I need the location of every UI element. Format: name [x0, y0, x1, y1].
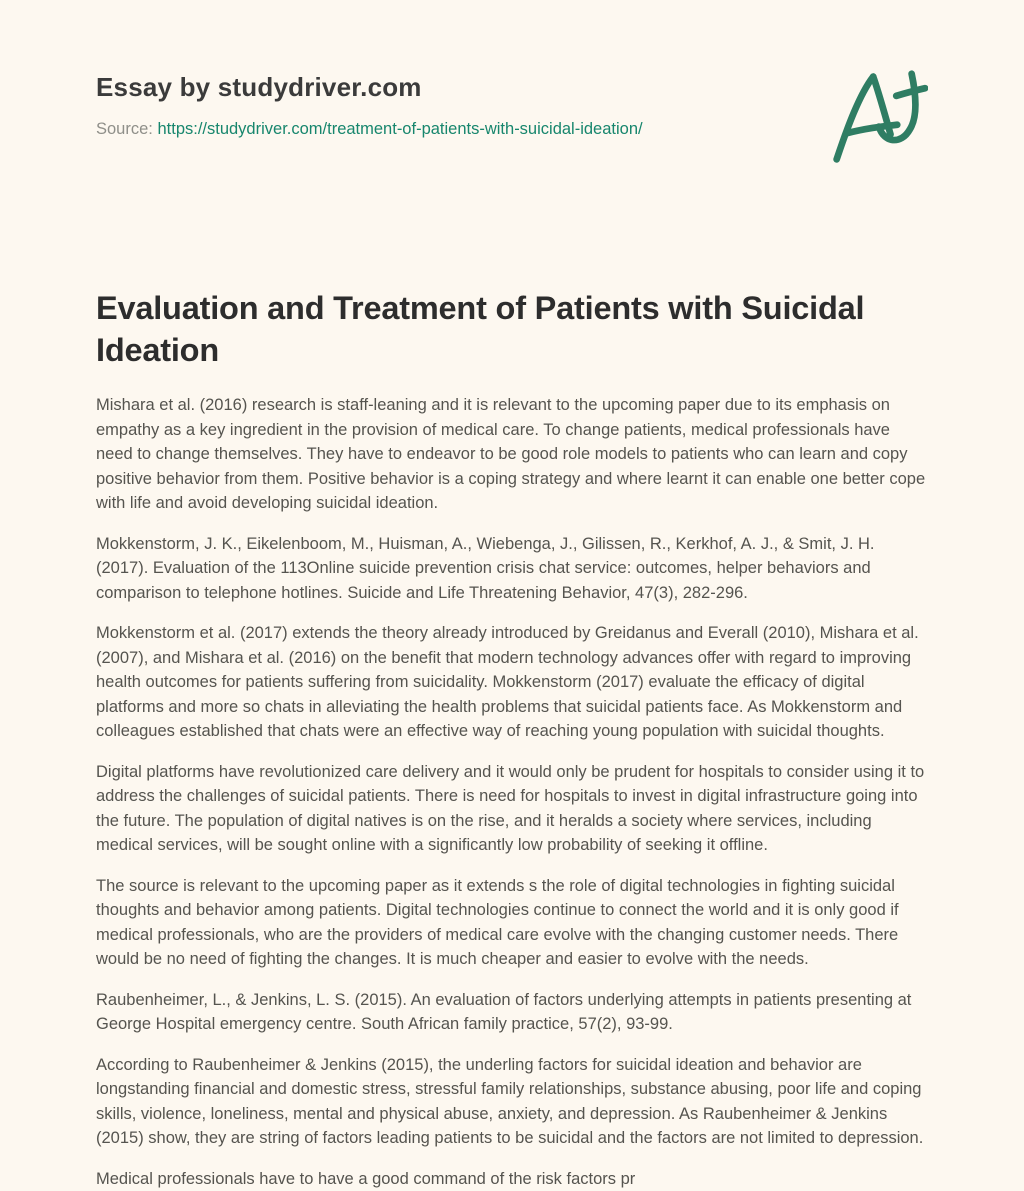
- essay-paragraph: Digital platforms have revolutionized care delivery and it would only be prudent for hospitals to consider using it to address the challenges of suicidal patients. There is need for hospitals to invest in digital infrastructure going into the future. The population of digital natives is on the rise, and it heralds a society where services, including medical services, will be sought online with a significantly low probability of seeking it offline.: [96, 760, 928, 858]
- source-line: [96, 120, 643, 139]
- essay-paragraph: Mishara et al. (2016) research is staff-leaning and it is relevant to the upcoming paper due to its emphasis on empathy as a key ingredient in the provision of medical care. To change patients, medical professionals have need to change themselves. They have to endeavor to be good role models to patients who can learn and copy positive behavior from them. Positive behavior is a coping strategy and where learnt it can enable one better cope with life and avoid developing suicidal ideation.: [96, 393, 928, 516]
- essay-title: Evaluation and Treatment of Patients with Suicidal Ideation: [96, 287, 928, 371]
- document-header: [96, 72, 928, 175]
- essay-body: [96, 393, 928, 1191]
- a-plus-logo-icon: [828, 66, 928, 170]
- essay-paragraph: The source is relevant to the upcoming paper as it extends s the role of digital technologies in fighting suicidal thoughts and behavior among patients. Digital technologies continue to connect the world and it is only good if medical professionals, who are the providers of medical care evolve with the changing customer needs. There would be no need of fighting the changes. It is much cheaper and easier to evolve with the needs.: [96, 874, 928, 972]
- studydriver-logo: [828, 66, 928, 175]
- site-title: Essay by studydriver.com: [96, 72, 643, 103]
- essay-paragraph: Medical professionals have to have a good command of the risk factors pr: [96, 1167, 928, 1191]
- essay-paragraph: Raubenheimer, L., & Jenkins, L. S. (2015). An evaluation of factors underlying attempts in patients presenting at George Hospital emergency centre. South African family practice, 57(2), 93-99.: [96, 988, 928, 1037]
- header-text-block: [96, 72, 643, 139]
- source-label: Source:: [96, 120, 153, 138]
- source-url-link[interactable]: https://studydriver.com/treatment-of-patients-with-suicidal-ideation/: [157, 120, 642, 138]
- essay-paragraph: Mokkenstorm et al. (2017) extends the theory already introduced by Greidanus and Everall (2010), Mishara et al. (2007), and Mishara et al. (2016) on the benefit that modern technology advances offer with regard to improving health outcomes for patients suffering from suicidality. Mokkenstorm (2017) evaluate the efficacy of digital platforms and more so chats in alleviating the health problems that suicidal patients face. As Mokkenstorm and colleagues established that chats were an effective way of reaching young population with suicidal thoughts.: [96, 621, 928, 744]
- essay-paragraph: Mokkenstorm, J. K., Eikelenboom, M., Huisman, A., Wiebenga, J., Gilissen, R., Kerkhof, A. J., & Smit, J. H. (2017). Evaluation of the 113Online suicide prevention crisis chat service: outcomes, helper behaviors and comparison to telephone hotlines. Suicide and Life Threatening Behavior, 47(3), 282-296.: [96, 532, 928, 606]
- essay-paragraph: According to Raubenheimer & Jenkins (2015), the underling factors for suicidal ideation and behavior are longstanding financial and domestic stress, stressful family relationships, substance abusing, poor life and coping skills, violence, loneliness, mental and physical abuse, anxiety, and depression. As Raubenheimer & Jenkins (2015) show, they are string of factors leading patients to be suicidal and the factors are not limited to depression.: [96, 1053, 928, 1151]
